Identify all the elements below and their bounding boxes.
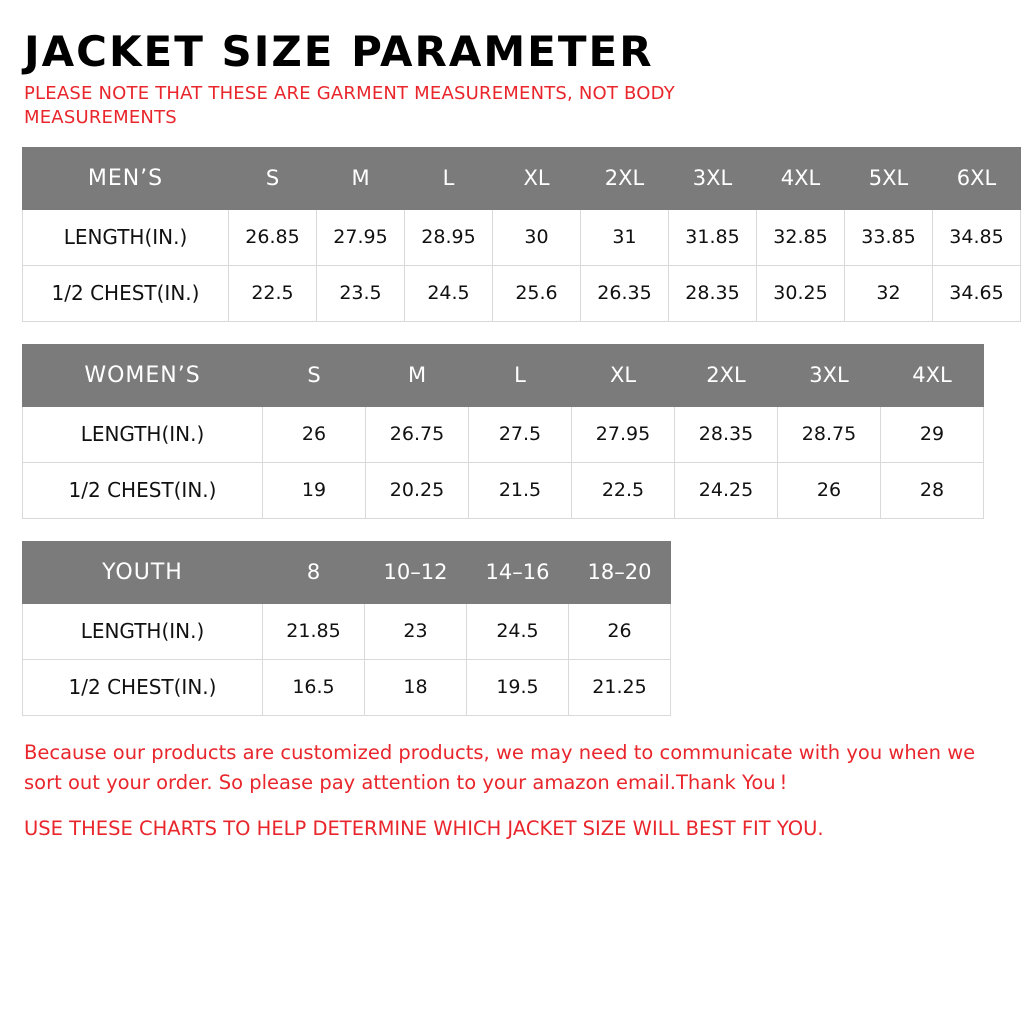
womens-header-m: M [366, 344, 469, 406]
womens-chest-3xl: 26 [778, 462, 881, 518]
womens-length-2xl: 28.35 [675, 406, 778, 462]
mens-length-2xl: 31 [581, 209, 669, 265]
mens-chest-5xl: 32 [845, 265, 933, 321]
womens-length-s: 26 [263, 406, 366, 462]
youth-length-10-12: 23 [365, 603, 467, 659]
mens-length-label: LENGTH(IN.) [23, 209, 229, 265]
youth-chest-14-16: 19.5 [467, 659, 569, 715]
womens-header-4xl: 4XL [881, 344, 984, 406]
mens-header-s: S [229, 147, 317, 209]
table-row [23, 406, 984, 462]
womens-chest-l: 21.5 [469, 462, 572, 518]
youth-length-14-16: 24.5 [467, 603, 569, 659]
mens-length-4xl: 32.85 [757, 209, 845, 265]
mens-length-s: 26.85 [229, 209, 317, 265]
mens-chest-label: 1/2 CHEST(IN.) [23, 265, 229, 321]
table-row [23, 603, 671, 659]
youth-length-18-20: 26 [569, 603, 671, 659]
table-header-row [23, 147, 1021, 209]
mens-header-xl: XL [493, 147, 581, 209]
table-row [23, 659, 671, 715]
womens-chest-label: 1/2 CHEST(IN.) [23, 462, 263, 518]
youth-header-10-12: 10–12 [365, 541, 467, 603]
womens-chest-4xl: 28 [881, 462, 984, 518]
mens-header-6xl: 6XL [933, 147, 1021, 209]
youth-length-label: LENGTH(IN.) [23, 603, 263, 659]
womens-length-label: LENGTH(IN.) [23, 406, 263, 462]
womens-header-l: L [469, 344, 572, 406]
youth-length-8: 21.85 [263, 603, 365, 659]
mens-header-3xl: 3XL [669, 147, 757, 209]
measurement-note: PLEASE NOTE THAT THESE ARE GARMENT MEASUREMENTS, NOT BODY MEASUREMENTS [24, 83, 675, 129]
mens-chest-2xl: 26.35 [581, 265, 669, 321]
youth-chest-label: 1/2 CHEST(IN.) [23, 659, 263, 715]
mens-header-2xl: 2XL [581, 147, 669, 209]
mens-length-m: 27.95 [317, 209, 405, 265]
youth-chest-8: 16.5 [263, 659, 365, 715]
youth-chest-18-20: 21.25 [569, 659, 671, 715]
mens-header-4xl: 4XL [757, 147, 845, 209]
page-title: JACKET SIZE PARAMETER [24, 27, 654, 76]
womens-length-xl: 27.95 [572, 406, 675, 462]
mens-chest-xl: 25.6 [493, 265, 581, 321]
mens-length-3xl: 31.85 [669, 209, 757, 265]
youth-header-label: YOUTH [23, 541, 263, 603]
table-row [23, 209, 1021, 265]
womens-header-xl: XL [572, 344, 675, 406]
mens-chest-m: 23.5 [317, 265, 405, 321]
womens-length-m: 26.75 [366, 406, 469, 462]
table-header-row [23, 541, 671, 603]
mens-length-xl: 30 [493, 209, 581, 265]
womens-header-label: WOMEN’S [23, 344, 263, 406]
table-row [23, 462, 984, 518]
womens-chest-2xl: 24.25 [675, 462, 778, 518]
womens-size-table [22, 344, 984, 519]
mens-header-label: MEN’S [23, 147, 229, 209]
womens-header-3xl: 3XL [778, 344, 881, 406]
womens-header-s: S [263, 344, 366, 406]
mens-header-m: M [317, 147, 405, 209]
mens-header-l: L [405, 147, 493, 209]
womens-length-4xl: 29 [881, 406, 984, 462]
youth-header-14-16: 14–16 [467, 541, 569, 603]
womens-length-l: 27.5 [469, 406, 572, 462]
footer-notes [24, 738, 984, 845]
mens-length-l: 28.95 [405, 209, 493, 265]
mens-length-5xl: 33.85 [845, 209, 933, 265]
youth-chest-10-12: 18 [365, 659, 467, 715]
mens-chest-3xl: 28.35 [669, 265, 757, 321]
youth-size-table [22, 541, 671, 716]
mens-header-5xl: 5XL [845, 147, 933, 209]
footer-paragraph-1: Because our products are customized products, we may need to communicate with you when we sort out your order. So please pay attention to your amazon email.Thank You ! [24, 740, 976, 794]
mens-chest-l: 24.5 [405, 265, 493, 321]
youth-header-8: 8 [263, 541, 365, 603]
footer-paragraph-2: USE THESE CHARTS TO HELP DETERMINE WHICH JACKET SIZE WILL BEST FIT YOU. [24, 817, 824, 841]
womens-chest-xl: 22.5 [572, 462, 675, 518]
mens-chest-4xl: 30.25 [757, 265, 845, 321]
mens-chest-6xl: 34.65 [933, 265, 1021, 321]
mens-length-6xl: 34.85 [933, 209, 1021, 265]
womens-chest-m: 20.25 [366, 462, 469, 518]
womens-chest-s: 19 [263, 462, 366, 518]
table-row [23, 265, 1021, 321]
mens-chest-s: 22.5 [229, 265, 317, 321]
womens-length-3xl: 28.75 [778, 406, 881, 462]
table-header-row [23, 344, 984, 406]
womens-header-2xl: 2XL [675, 344, 778, 406]
mens-size-table [22, 147, 1021, 322]
youth-header-18-20: 18–20 [569, 541, 671, 603]
